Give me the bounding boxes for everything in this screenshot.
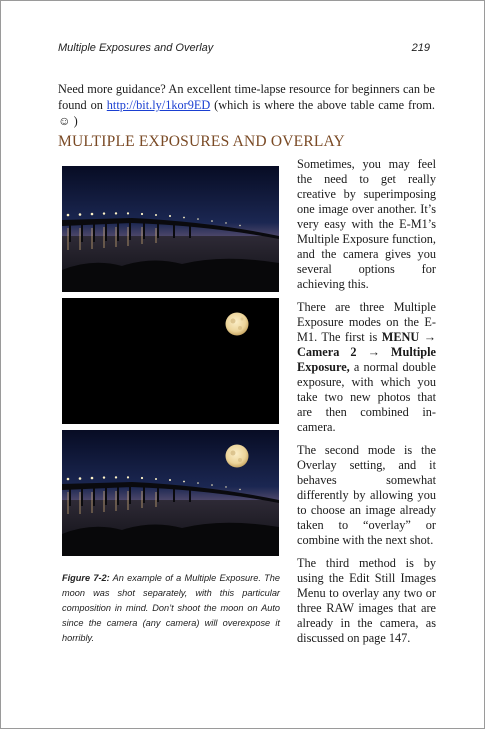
intro-text-end: (which is where the above table came from. ☺ ) [58,98,435,128]
caption-label: Figure 7-2: [62,573,110,583]
body-paragraph-4: The third method is by using the Edit Still Images Menu to overlay any two or three RAW images that are already in the camera, as discussed on page 147. [297,556,436,645]
timelapse-resource-link[interactable]: http://bit.ly/1kor9ED [106,98,211,112]
moon-photo [62,298,279,424]
intro-text: Need more guidance? An excellent time-lapse resource for beginners can be found on [58,82,435,112]
section-heading: MULTIPLE EXPOSURES AND OVERLAY [58,133,345,150]
body-column [297,157,436,654]
running-title: Multiple Exposures and Overlay [58,42,214,54]
caption-text: An example of a Multiple Exposure. The moon was shot separately, with this particular composition in mind. Don’t shoot the moon on Auto since the camera (any camera) will overexpose it horribly. [62,573,280,643]
p2-text: There are three Multiple Exposure modes on the E-M1. The first is [297,300,436,344]
figure-caption [62,571,280,646]
body-paragraph-1: Sometimes, you may feel the need to get really creative by superimposing one image over another. It’s very easy with the E-M1’s Multiple Exposure function, and the camera gives you several options for achieving this. [297,157,437,291]
body-paragraph-3: The second mode is the Overlay setting, and it behaves somewhat differently by allowing you to choose an image already taken to “overlay” or combine with the next shot. [297,443,436,547]
intro-paragraph [58,81,435,129]
body-paragraph-2 [297,300,436,435]
combined-exposure-photo [62,430,279,556]
p2-text-end: a normal double exposure, with which you take two new photos that are then combined in-camera. [297,360,436,434]
bridge-at-dusk-photo [62,166,279,292]
menu-path: MENU → Camera 2 → Multiple Exposure, [297,330,436,374]
page-number: 219 [411,42,430,54]
